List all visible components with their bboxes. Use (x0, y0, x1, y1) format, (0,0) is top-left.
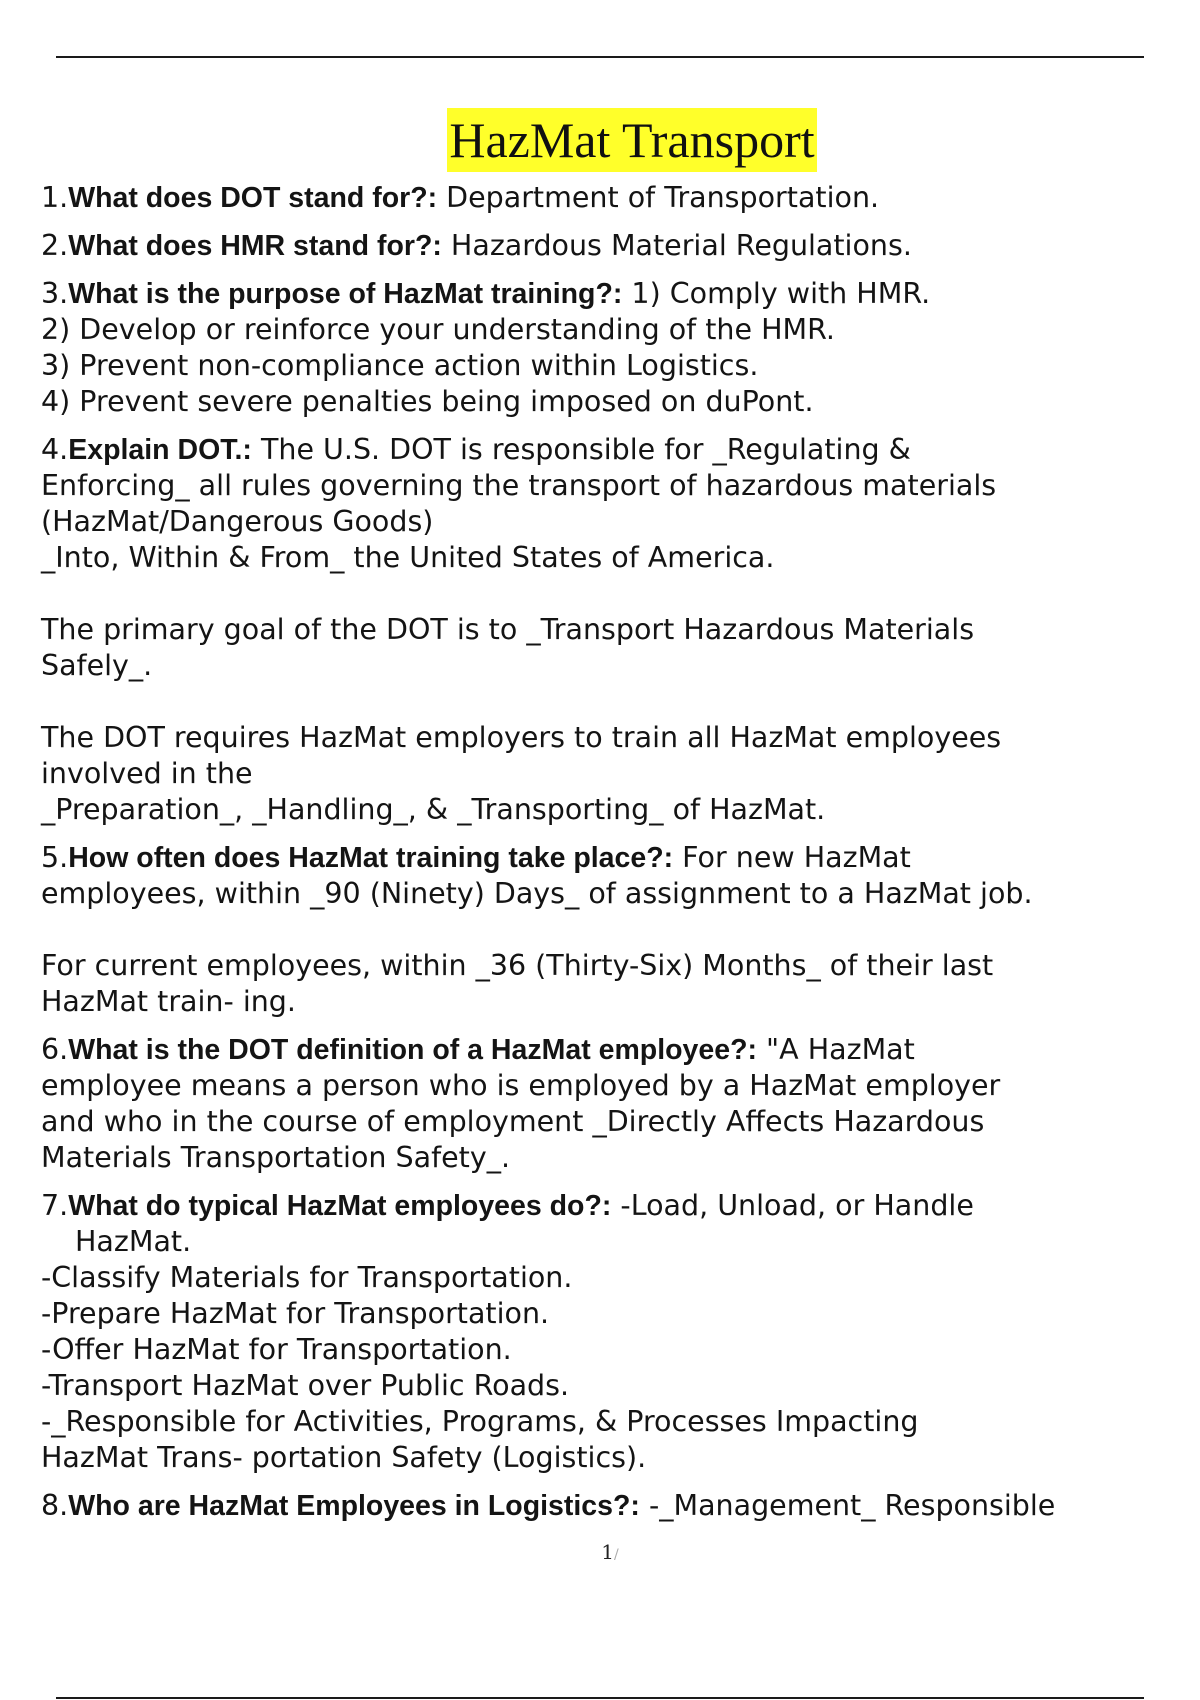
qa-item (41, 276, 1191, 420)
answer-continuation-indented: HazMat. (75, 1225, 192, 1258)
answer-line: employees, within _90 (Ninety) Days_ of assignment to a HazMat job. (41, 877, 1033, 910)
bottom-rule (56, 1697, 1144, 1699)
answer-text: Department of Transportation. (437, 181, 880, 214)
answer-line: _Preparation_, _Handling_, & _Transporting_ of HazMat. (41, 793, 826, 826)
answer-line: 4) Prevent severe penalties being imposed on duPont. (41, 385, 814, 418)
answer-line: -_Responsible for Activities, Programs, & Processes Impacting (41, 1405, 919, 1438)
answer-text: -_Management_ Responsible (639, 1489, 1056, 1522)
item-number: 8. (41, 1489, 69, 1522)
question-text: Explain DOT.: (68, 434, 252, 466)
answer-line: Materials Transportation Safety_. (41, 1141, 511, 1174)
answer-line: (HazMat/Dangerous Goods) (41, 505, 434, 538)
answer-line: Enforcing_ all rules governing the transport of hazardous materials (41, 469, 997, 502)
question-text: Who are HazMat Employees in Logistics?: (68, 1490, 640, 1522)
answer-line: The DOT requires HazMat employers to train all HazMat employees (41, 721, 1002, 754)
answer-line: HazMat train- ing. (41, 985, 296, 1018)
qa-item (41, 432, 1191, 828)
answer-text: For new HazMat (673, 841, 911, 874)
title-container (0, 108, 1200, 172)
qa-first-line (41, 1488, 1191, 1524)
qa-item (41, 1188, 1191, 1476)
answer-line: employee means a person who is employed by a HazMat employer (41, 1069, 1001, 1102)
paragraph-gap (41, 912, 1191, 948)
paragraph-gap (41, 576, 1191, 612)
item-number: 6. (41, 1033, 69, 1066)
answer-text: "A HazMat (757, 1033, 915, 1066)
question-text: What is the purpose of HazMat training?: (68, 278, 623, 310)
answer-text: Hazardous Material Regulations. (441, 229, 912, 262)
qa-item (41, 228, 1191, 264)
answer-line: 3) Prevent non-compliance action within Logistics. (41, 349, 759, 382)
question-text: What do typical HazMat employees do?: (68, 1190, 612, 1222)
answer-line: -Transport HazMat over Public Roads. (41, 1369, 570, 1402)
answer-line: -Classify Materials for Transportation. (41, 1261, 573, 1294)
qa-item (41, 840, 1191, 1020)
answer-line: 2) Develop or reinforce your understanding of the HMR. (41, 313, 835, 346)
answer-line: For current employees, within _36 (Thirty-Six) Months_ of their last (41, 949, 994, 982)
qa-first-line (41, 180, 1191, 216)
item-number: 4. (41, 433, 69, 466)
answer-line: -Offer HazMat for Transportation. (41, 1333, 512, 1366)
answer-line: Safely_. (41, 649, 153, 682)
qa-list (41, 180, 1191, 1524)
answer-line: The primary goal of the DOT is to _Transport Hazardous Materials (41, 613, 975, 646)
page-title: HazMat Transport (447, 108, 816, 172)
answer-text: 1) Comply with HMR. (622, 277, 931, 310)
qa-first-line (41, 1188, 1191, 1224)
item-number: 3. (41, 277, 69, 310)
answer-line: and who in the course of employment _Directly Affects Hazardous (41, 1105, 985, 1138)
answer-text: -Load, Unload, or Handle (611, 1189, 974, 1222)
item-number: 7. (41, 1189, 69, 1222)
question-text: What is the DOT definition of a HazMat employee?: (68, 1034, 757, 1066)
page-number-value: 1 (601, 1540, 614, 1564)
item-number: 1. (41, 181, 69, 214)
top-rule (56, 56, 1144, 58)
qa-item (41, 1032, 1191, 1176)
answer-line: involved in the (41, 757, 253, 790)
qa-item (41, 180, 1191, 216)
qa-first-line (41, 840, 1191, 876)
qa-first-line (41, 276, 1191, 312)
qa-item (41, 1488, 1191, 1524)
answer-text: The U.S. DOT is responsible for _Regulating & (251, 433, 911, 466)
qa-first-line (41, 1032, 1191, 1068)
answer-line: _Into, Within & From_ the United States of America. (41, 541, 775, 574)
answer-line: -Prepare HazMat for Transportation. (41, 1297, 550, 1330)
page-number-suffix: / (614, 1547, 619, 1563)
item-number: 2. (41, 229, 69, 262)
question-text: What does DOT stand for?: (68, 182, 438, 214)
answer-line: HazMat Trans- portation Safety (Logistics). (41, 1441, 647, 1474)
qa-first-line (41, 432, 1191, 468)
question-text: What does HMR stand for?: (68, 230, 442, 262)
question-text: How often does HazMat training take place?: (68, 842, 674, 874)
item-number: 5. (41, 841, 69, 874)
qa-first-line (41, 228, 1191, 264)
page-number (0, 1540, 1200, 1564)
paragraph-gap (41, 684, 1191, 720)
